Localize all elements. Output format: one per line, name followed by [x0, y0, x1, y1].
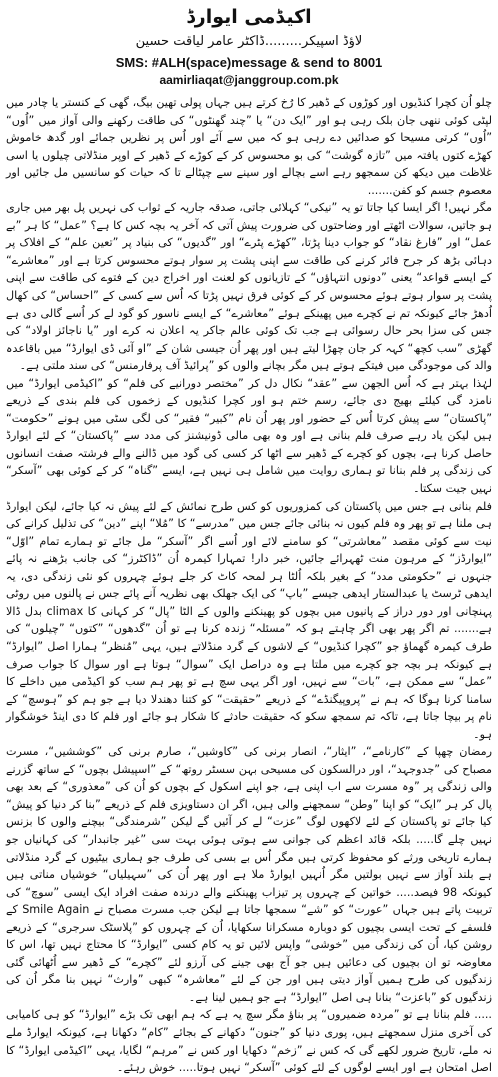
article-paragraph: چلو اُن کچرا کنڈیوں اور کوڑوں کے ڈھیر کا رُخ کرتے ہیں جہاں پولی تھین بیگ، گھی کے کنستر یا چادر میں لپٹی کوئی ننھی جان بلک رہی ہو اور ”ایک دن“ یا ”چند گھنٹوں“ کی طاقت رکھنے والی آواز میں ”اُوں“ ”اُوں“ کرتی مسیحا کو صدائیں دے رہی ہو کہ میں سے آئے اور اُس پر نظریں جمائے اور گدھ خاموش کھڑے کتوں یافتہ میں ”تازہ گوشت“ کی بو محسوس کر کے کوڑے کے ڈھیر کے اوپر منڈلاتی چیلوں یا اسی غلاظت میں دیکھ کن سمجھو رہے اسے بچالے اور سینے سے چپٹالے تا کہ حیات کو سانسیں مل جائیں اور معصوم جسم کو کفن.......: [6, 96, 492, 197]
sms-instructions: SMS: #ALH(space)message & send to 8001: [115, 55, 383, 70]
article-body: [6, 94, 492, 1077]
article-paragraph: فلم بنانی ہے جس میں پاکستان کی کمزوریوں کو کس طرح نمائش کے لئے پیش نہ کیا جائے، لیکن ایوارڈ ہی ملنا ہے تو پھر وہ فلم کیوں نہ بنائی جائے جس میں ”مدرسے“ کا ”مُلا“ اپنے ”دین“ کی تذلیل کرانے کی نیت سے کوئی مقصد ”معاشرتی“ کو سامنے لائے اور اُسے اگر ”آسکر“ مل جائے تو ہمارے تمام ”اوّل“ ”ایوارڈز“ کے مرہون منت ٹھہرائے جائیں، خبر دار! تمہارا کیمرہ اُن ”ڈاکٹرز“ کی جانب بڑھنے نہ پائے جنہوں نے ”حکومتی مدد“ کے بغیر بلکہ اُلٹا ہر لمحہ کاٹ کر جلے ہوئے چہروں کو نئی زندگی دی، یہ ایدھی ٹرسٹ یا عبدالستار ایدھی جیسے ”باپ“ کی ایک جھلک بھی نظریہ آنے پائے جس نے پالنوں میں روٹی پہنچانی اور دور دراز کے پانیوں میں بچوں کو پھینکنے والوں کے الٹا ”پال“ کر کہانی کا climax بدل ڈالا ہے....... تم اگر پھر بھی اگر چاہتے ہو کہ ”مسئلہ“ زندہ کرنا ہے تو اُن ”گدھوں“ ”کتوں“ ”چیلوں“ کی طرف کیمرہ گھماؤ جو ”کچرا کنڈیوں“ کے لاشوں کے گرد منڈلاتے ہیں، یہی ”مُنظر“ ہمارا اصل ”ایوارڈ“ ہے کیونکہ ہر بچہ جو کچرے میں ملتا ہے وہ دراصل ایک ”سوال“ ہوتا ہے اور سوال کا جواب صرف ”عمل“ سے ممکن ہے، ”بات“ سے نہیں، اور اگر یہی سچ ہے تو پھر ہم سب کو اکیڈمی میں داخلے کا سامنا کرنا ہوگا کہ ہم نے ”پروپیگنڈے“ کے ذریعے ”حقیقت“ کو کتنا دھندلا دیا ہے جو ہم کو ”ہوسچ“ کے نام پر بیچا جاتا ہے، تاکہ تم سمجھ سکو کہ حقیقت حادثے کا شکار ہو جائے اور فلم کا دی اینڈ خوشگوار ہو۔: [6, 499, 492, 741]
author-email: aamirliaqat@janggroup.com.pk: [159, 73, 339, 87]
article-column: [6, 4, 492, 1077]
author-byline: لاؤڈ اسپیکر.........ڈاکٹر عامر لیاقت حسین: [135, 34, 363, 49]
article-paragraph: ..... فلم بنانا ہے تو ”مردہ ضمیروں“ پر بناؤ مگر سچ یہ ہے کہ ہم ابھی تک بڑے ”ایوارڈ“ کو ہی کامیابی کی آخری منزل سمجھتے ہیں، پوری دنیا کو ”جنون“ دکھانے کے بجائے ”کام“ دکھانا ہے، کیونکہ ایوارڈ ملے نہ ملے، تاریخ ضرور لکھے گی کہ کس نے ”زخم“ دکھایا اور کس نے ”مرہم“ لگایا، یہی ”اکیڈمی ایوارڈ“ کا اصل امتحان ہے اور ایسے لوگوں کے لئے کوئی ”آسکر“ نہیں ہوتا..... خوش رہئے۔: [6, 1008, 492, 1075]
article-paragraph: مگر نہیں! اگر ایسا کیا جاتا تو یہ ”نیکی“ کہلائی جاتی، صدقہ جاریہ کے ثواب کی نہریں پل بھر میں جاری ہو جاتیں، سوالات اٹھتے اور وضاحتوں کی ضرورت پیش آتی کہ آخر یہ بچہ کس کا ہے؟ ”عمل“ کا ہر ”بے عمل“ اور ”فارغ نقاد“ کو جواب دینا پڑتا، ”کھڑے پٹرے“ اور ”گدیوں“ کی بنیاد پر ”تعین علم“ کے افلاک پر دہائی بڑھ کر جرح فائر کرنے کی طاقت سے اپنی پشت پر سوار ہوتے محسوس کرتا ہے اور ”معاشرے“ کے ایسے قواعد“ یعنی ”دونوں انتہاؤں“ کے تازیانوں کو لعنت اور اخراج دین کے فتوے کی طاقت سے اپنی پشت پر سوار ہوتے ہوئے محسوس کر کے کوئی فرق نہیں پڑتا کہ اُس سے کسی کے ”احساس“ کی کھال اُدھڑ جائے کیونکہ تم نے کچرے میں پھینکے ہوئے ”معاشرے“ کے ایسے ناسور کو گود لے کر اُسے گالی دی ہے جس کی سزا بحر حال رسوائی ہے جب تک کوئی عالم جاکر یہ اعلان نہ کرے اور ”یا ناجائز اولاد“ کی گھڑی ”سب کچھ“ کہہ کر جان چھڑا لیتے ہیں اور پھر اُن جیسی شان کے ”او آئی ڈی ایوارڈ“ میں باقاعدہ والد کی موجودگی میں فیتکے ہوتے ہیں مگر بچانے والوں کو ”پرائیڈ آف پرفارمنس“ کی سند ملتی ہے۔: [6, 201, 492, 373]
article-paragraph: لہٰذا بہتر ہے کہ اُس الجھن سے ”عقد“ نکال دل کر ”مختصر دورانیے کی فلم“ کو ”اکیڈمی ایوارڈ“ میں نامزد گی کیلئے بھیج دی جائے، رسم ختم ہو اور کچرا کنڈیوں کے زخموں کی فلم بندی کے ذریعے ”پاکستان“ سے پیش کرتا اُس کے حضور اور پھر اُن نام ”کبیر“ فقیر“ کی لگی سٹی میں ہونے ”حکومت“ ہیں لیکن یاد رہے صرف فلم بنانی ہے اور وہ بھی مالی ڈونیشنز کی مدد سے ”پاکستان“ کے لئے ایوارڈ حاصل کرنا ہے، بچوں کو کچرے کے ڈھیر سے اٹھا کر کسی کی گود میں ڈالنے والے فرشتہ صفت انسانوں کی زندگی پر فلم بنانا تو ہماری روایت میں شامل ہی نہیں ہے، ایسے ”گناہ“ کر کے کوئی بھی ”آسکر“ نہیں جیت سکتا۔: [6, 376, 492, 496]
article-paragraph: رمضان چھپا کے ”کارنامے“، ”ایثار“، انصار برنی کی ”کاوشیں“، صارم برنی کی ”کوششیں“، مسرت مصباح کی ”جدوجہد“، اور درالسکون کی مسیحی بہن سسٹر روتھ“ کے ”اسپیشل بچوں“ کے ساتھ گزرنے والی زندگی پر ”وہ مسرت سے اب اپنی ہے، جو اپنے اسکول کے بچوں کو اُن کی ”معذوری“ کے بعد بھی پال کر ہر ”ایک“ کو اپنا ”وطن“ سمجھنے والی ہیں، اگر ان دستاویزی فلم کے ذریعے ”بنا کر دنیا کو پیش“ کیا جائے تو پاکستان کے لئے لاکھوں لوگ ”عزت“ لے کر آئیں گے لیکن ”شرمندگی“ بیچنے والوں کا بزنس نہیں چلے گا..... بلکہ قائد اعظم کی جوانی سے ہوتی ہوئی بہت سی ”غیر جانبدار“ کی کہانیاں جو ہمارے تاریخی ورثے کو محفوظ کرتی ہیں مگر اُس بے بسی کی طرف جو ہماری بیٹیوں کے گرد منڈلاتی ہے بلند آواز سے نہیں بولتیں مگر اُنہیں ایوارڈ ملا ہے اور پھر اُن کی ”سہیلیاں“ خوشیاں مناتی ہیں کیونکہ 98 فیصد..... خواتین کے چہروں پر تیزاب پھینکنے والے درندہ صفت افراد ایک ایسی ”سوچ“ کی تربیت پاتے ہیں جہاں ”عورت“ کو ”شے“ سمجھا جاتا ہے لیکن جب مسرت مصباح نے Smile Again کے فلسفے کے تحت ایسی بچیوں کو دوبارہ مسکرانا سکھایا، اُن کے چہروں کو ”پلاسٹک سرجری“ کے ذریعے روشن کیا، اُن کی زندگی میں ”خوشی“ واپس لائیں تو یہ کام کسی ”ایوارڈ“ کا محتاج نہیں تھا، اس کا معاوضہ تو ان بچیوں کی دعائیں ہیں جو آج بھی جینے کی آرزو لئے ”کچرے“ کے ڈھیر سے اُٹھائی گئی زندگیوں کی طرح ہمیں آواز دیتی ہیں اور جن کے لئے ”معاشرہ“ کبھی ”وارث“ نہیں بنا مگر اُن کی زندگیوں کو ”باعزت“ بنانا ہی اصل ”ایوارڈ“ ہے جو ہمیں لینا ہے۔: [6, 745, 493, 1004]
article-title: اکیڈمی ایوارڈ: [186, 6, 312, 28]
